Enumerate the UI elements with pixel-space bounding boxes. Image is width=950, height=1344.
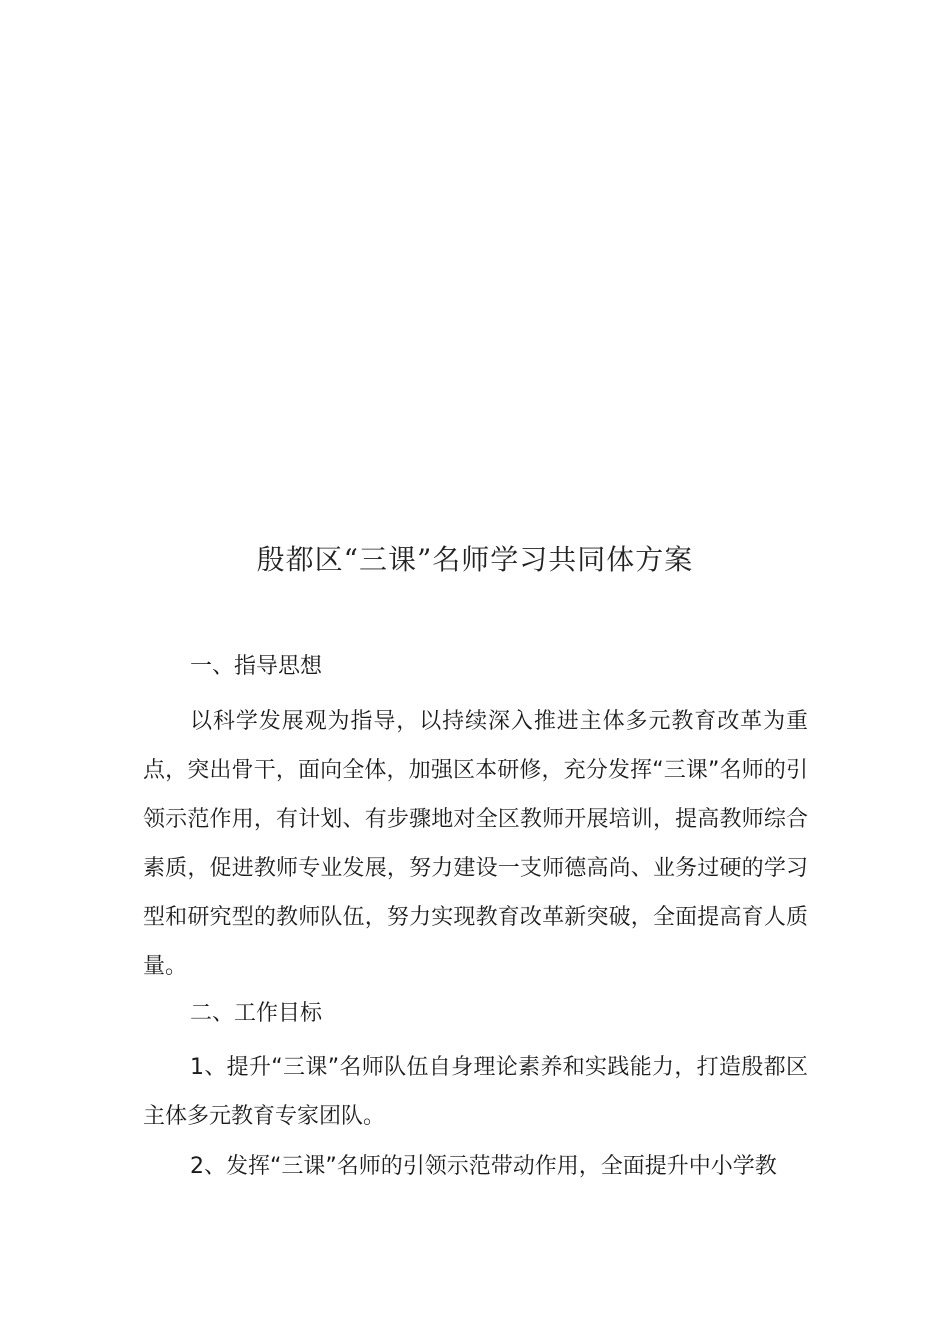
section-heading-guiding-ideology: 一、指导思想 xyxy=(190,654,323,679)
paragraph: 2、发挥“三课”名师的引领示范带动作用，全面提升中小学教 xyxy=(190,1154,777,1179)
paragraph: 以科学发展观为指导，以持续深入推进主体多元教育改革为重点，突出骨干，面向全体，加强区本研修，充分发挥“三课”名师的引领示范作用，有计划、有步骤地对全区教师开展培训，提高教师综合素质，促进教师专业发展，努力建设一支师德高尚、业务过硬的学习型和研究型的教师队伍，努力实现教育改革新突破，全面提高育人质量。 xyxy=(143,709,808,979)
document-title: 殷都区“三课”名师学习共同体方案 xyxy=(256,543,694,576)
section-heading-work-goals: 二、工作目标 xyxy=(190,1001,323,1026)
section-body-work-goals xyxy=(143,1043,808,1141)
section-body-work-goals-2 xyxy=(143,1142,808,1191)
section-body-guiding-ideology xyxy=(143,697,808,991)
paragraph: 1、提升“三课”名师队伍自身理论素养和实践能力，打造殷都区主体多元教育专家团队。 xyxy=(143,1055,808,1129)
